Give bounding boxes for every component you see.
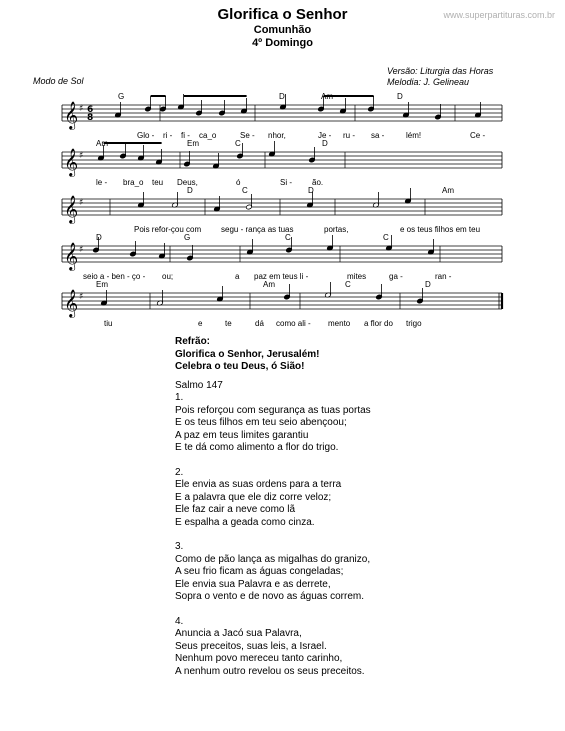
key-sharp-icon: ♯: [79, 104, 84, 114]
lyric-syllable: trigo: [406, 319, 422, 328]
lyric-syllable: mento: [328, 319, 351, 328]
chord-symbol: G: [118, 92, 125, 101]
chord-symbol: D: [322, 139, 328, 148]
treble-clef-icon: 𝄞: [64, 289, 79, 317]
lyric-syllable: Se -: [240, 131, 255, 140]
stanza-line: Seus preceitos, suas leis, a Israel.: [175, 640, 327, 652]
stanza-line: Como de pão lança as migalhas do granizo,: [175, 553, 371, 565]
stanza-number: 1.: [175, 392, 184, 403]
chord-symbol: Am: [321, 92, 333, 101]
mode-label: Modo de Sol: [33, 76, 84, 86]
time-signature: 6: [87, 105, 94, 115]
refrain-label: Refrão:: [175, 336, 211, 347]
lyric-syllable: ca_o: [199, 131, 217, 140]
chord-symbol: D: [425, 280, 431, 289]
treble-clef-icon: 𝄞: [64, 195, 79, 223]
lyric-syllable: nhor,: [268, 131, 286, 140]
key-sharp-icon: ♯: [79, 245, 84, 255]
refrain: [175, 336, 371, 374]
chord-symbol: D: [279, 92, 285, 101]
lyric-syllable: dá: [255, 319, 264, 328]
chord-symbol: C: [242, 186, 248, 195]
stanza-line: A seu frio ficam as águas congeladas;: [175, 566, 344, 577]
lyric-syllable: ou;: [162, 272, 174, 281]
chord-symbol: Am: [96, 139, 108, 148]
lyric-syllable: Ce -: [470, 131, 486, 140]
psalm-label: Salmo 147: [175, 379, 223, 391]
lyric-syllable: tiu: [104, 319, 113, 328]
stanza-line: E te dá como alimento a flor do trigo.: [175, 442, 339, 453]
stanza-number: 3.: [175, 541, 184, 552]
key-sharp-icon: ♯: [79, 198, 84, 208]
lyric-syllable: como ali -: [276, 319, 311, 328]
lyric-syllable: e os teus filhos em teu: [400, 225, 481, 234]
lyric-syllable: lém!: [406, 131, 422, 140]
lyric-syllable: ran -: [435, 272, 452, 281]
treble-clef-icon: 𝄞: [64, 148, 79, 176]
music-score: [0, 0, 565, 335]
lyric-syllable: Pois refor-çou com: [134, 225, 202, 234]
chord-symbol: D: [187, 186, 193, 195]
text-body: [175, 336, 371, 678]
lyric-syllable: te: [225, 319, 232, 328]
stanza-line: Pois reforçou com segurança as tuas portas: [175, 404, 371, 416]
lyric-syllable: ru -: [343, 131, 355, 140]
time-signature: 8: [87, 113, 94, 123]
stanza-line: Ele envia sua Palavra e as derrete,: [175, 578, 331, 590]
lyric-syllable: Si -: [280, 178, 292, 187]
chord-symbol: C: [285, 233, 291, 242]
stanza-line: Ele faz cair a neve como lã: [175, 504, 296, 515]
lyric-syllable: portas,: [324, 225, 349, 234]
song-occasion: 4º Domingo: [252, 37, 313, 49]
lyric-syllable: Glo -: [137, 131, 155, 140]
lyric-syllable: ó: [236, 178, 241, 187]
chord-symbol: G: [184, 233, 191, 242]
treble-clef-icon: 𝄞: [64, 242, 79, 270]
treble-clef-icon: 𝄞: [64, 101, 79, 129]
chord-symbol: Am: [442, 186, 454, 195]
stanza-line: E os teus filhos em teu seio abençoou;: [175, 417, 347, 428]
chord-symbol: C: [383, 233, 389, 242]
lyric-syllable: mites: [347, 272, 367, 281]
stanza-line: A paz em teus limites garantiu: [175, 429, 309, 441]
lyric-syllable: e: [198, 319, 203, 328]
song-subtitle: Comunhão: [253, 24, 312, 36]
lyric-syllable: paz em teus li -: [254, 272, 309, 281]
lyric-syllable: Je -: [318, 131, 332, 140]
stanza-2: [175, 467, 371, 530]
lyric-syllable: teu: [152, 178, 164, 187]
chord-symbol: D: [96, 233, 102, 242]
lyric-syllable: fi -: [181, 131, 190, 140]
lyric-syllable: bra_o: [123, 178, 144, 187]
refrain-line-1: Glorifica o Senhor, Jerusalém!: [175, 348, 320, 360]
stanza-line: A nenhum outro revelou os seus preceitos.: [175, 665, 365, 677]
stanza-line: Ele envia as suas ordens para a terra: [175, 479, 342, 490]
stanza-line: Nenhum povo mereceu tanto carinho,: [175, 653, 343, 664]
chord-symbol: Em: [96, 280, 108, 289]
chord-symbol: C: [345, 280, 351, 289]
stanza-number: 4.: [175, 615, 184, 627]
stanza-3: [175, 541, 371, 604]
lyric-syllable: Deus,: [177, 178, 198, 187]
lyric-syllable: a flor do: [364, 319, 393, 328]
stanza-line: E a palavra que ele diz corre veloz;: [175, 491, 332, 503]
stanza-line: Sopra o vento e de novo as águas correm.: [175, 591, 365, 602]
key-sharp-icon: ♯: [79, 292, 84, 302]
chord-symbol: Am: [263, 280, 275, 289]
stanza-4: [175, 616, 371, 679]
chord-symbol: D: [397, 92, 403, 101]
lyric-syllable: seio a - ben - ço -: [83, 272, 146, 281]
song-title: Glorifica o Senhor: [217, 6, 348, 23]
refrain-line-2: Celebra o teu Deus, ó Sião!: [175, 361, 305, 372]
stanza-1: [175, 392, 371, 455]
lyric-syllable: segu - rança as tuas: [221, 225, 294, 234]
chord-symbol: D: [308, 186, 314, 195]
stanza-line: Anuncia a Jacó sua Palavra,: [175, 628, 302, 639]
version-label: Versão: Liturgia das Horas: [387, 66, 494, 76]
site-watermark[interactable]: www.superpartituras.com.br: [443, 10, 555, 20]
lyric-syllable: a: [235, 272, 240, 281]
lyric-syllable: ri -: [163, 131, 173, 140]
lyric-syllable: le -: [96, 178, 108, 187]
chord-symbol: Em: [187, 139, 199, 148]
lyric-syllable: ão.: [312, 178, 324, 187]
chord-symbol: C: [235, 139, 241, 148]
lyric-syllable: sa -: [371, 131, 385, 140]
melody-label: Melodia: J. Gelineau: [387, 77, 470, 87]
stanza-line: E espalha a geada como cinza.: [175, 516, 315, 528]
lyric-syllable: ga -: [389, 272, 403, 281]
key-sharp-icon: ♯: [79, 151, 84, 161]
stanza-number: 2.: [175, 466, 184, 478]
